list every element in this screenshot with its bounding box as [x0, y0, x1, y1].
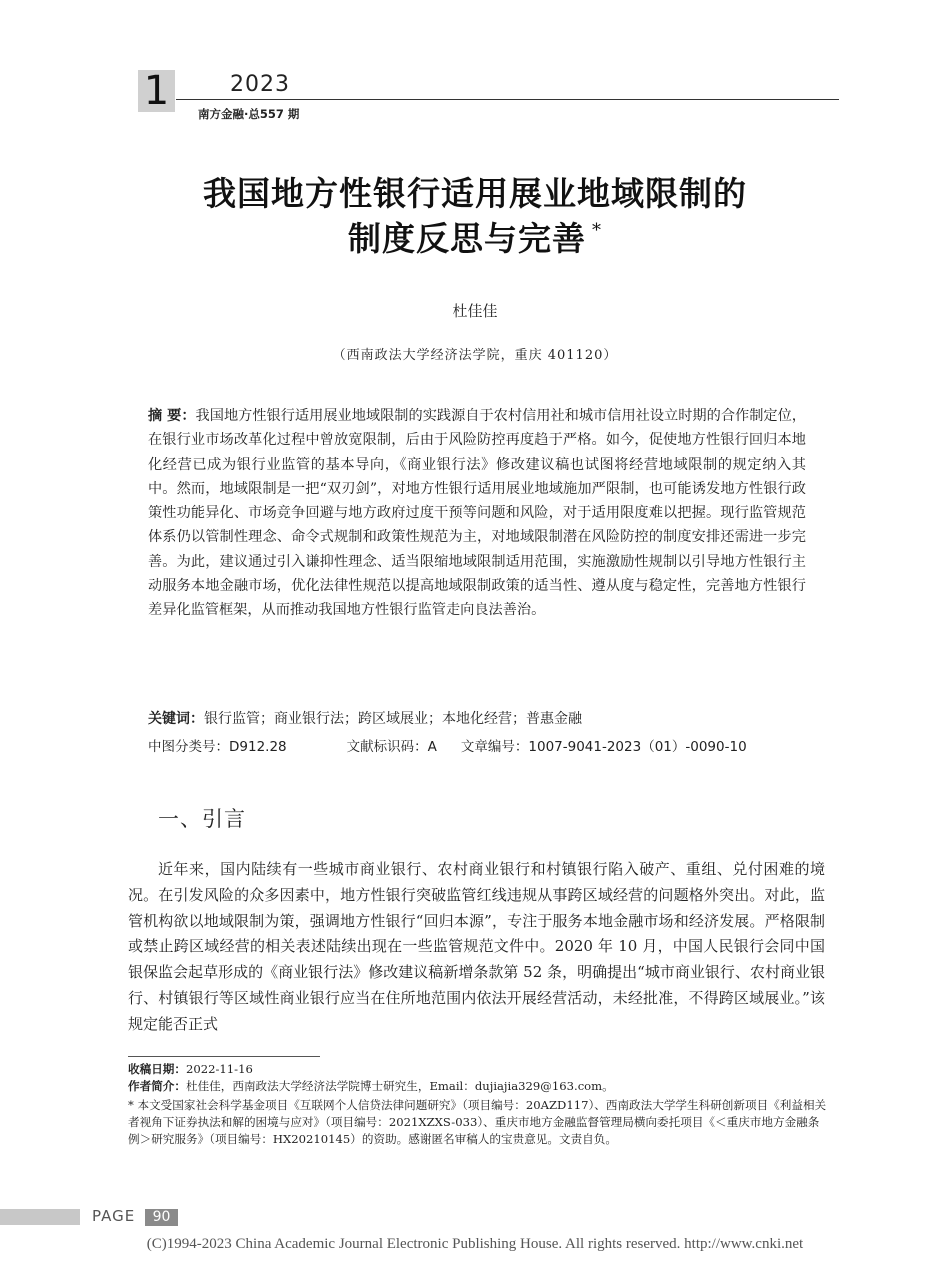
received-value: 2022-11-16 — [185, 1062, 253, 1076]
received-date — [128, 1061, 828, 1078]
issue-year: 2023 — [230, 72, 290, 97]
classification-line — [148, 735, 848, 755]
paper-title-line2 — [60, 213, 890, 260]
keywords-label: 关键词： — [148, 711, 204, 727]
title-footnote-mark: * — [592, 220, 602, 241]
received-label: 收稿日期： — [128, 1062, 186, 1076]
section-heading: 一、引言 — [158, 807, 246, 831]
article-number: 文章编号：1007-9041-2023（01）-0090-10 — [460, 739, 747, 755]
page-label: PAGE — [92, 1207, 136, 1225]
abstract — [148, 404, 806, 623]
header-rule — [176, 99, 839, 100]
issue-number: 1 — [138, 70, 175, 112]
journal-name: 南方金融·总557 期 — [198, 107, 300, 121]
bio-text: 杜佳佳，西南政法大学经济法学院博士研究生，Email：dujiajia329@163.com。 — [185, 1079, 614, 1093]
document-code: 文献标识码：A — [346, 739, 437, 755]
keywords — [148, 708, 818, 728]
page-number: 90 — [145, 1209, 178, 1226]
author-affiliation: （西南政法大学经济法学院，重庆 401120） — [332, 348, 618, 363]
footnote-rule — [128, 1056, 320, 1057]
funding-note: * 本文受国家社会科学基金项目《互联网个人信贷法律问题研究》（项目编号：20AZD117）、西南政法大学学生科研创新项目《利益相关者视角下证券执法和解的困境与应对》（项目编号：2021XZXS-033）、重庆市地方金融监督管理局横向委托项目《＜重庆市地方金融条例＞研究服务》（项目编号：HX20210145）的资助。感谢匿名审稿人的宝贵意见。文责自负。 — [128, 1098, 827, 1146]
keywords-text: 银行监管；商业银行法；跨区域展业；本地化经营；普惠金融 — [204, 711, 582, 727]
abstract-label: 摘 要： — [148, 408, 196, 424]
page-bar — [0, 1209, 80, 1225]
author-bio — [128, 1078, 828, 1095]
copyright-line: (C)1994-2023 China Academic Journal Electronic Publishing House. All rights reserved. http://www.cnki.net — [146, 1236, 804, 1252]
paper-title-line2-text: 制度反思与完善 — [348, 219, 586, 258]
clc-number: 中图分类号：D912.28 — [148, 739, 287, 755]
body-paragraph: 近年来，国内陆续有一些城市商业银行、农村商业银行和村镇银行陷入破产、重组、兑付困难的境况。在引发风险的众多因素中，地方性银行突破监管红线违规从事跨区域经营的问题格外突出。对此，监管机构欲以地域限制为策，强调地方性银行“回归本源”，专注于服务本地金融市场和经济发展。严格限制或禁止跨区域经营的相关表述陆续出现在一些监管规范文件中。2020 年 10 月，中国人民银行会同中国银保监会起草形成的《商业银行法》修改建议稿新增条款第 52 条，明确提出“城市商业银行、农村商业银行、村镇银行等区域性商业银行应当在住所地范围内依法开展经营活动，未经批准，不得跨区域展业。”该规定能否正式 — [128, 860, 825, 1033]
bio-label: 作者简介： — [128, 1079, 186, 1093]
paper-title-line1: 我国地方性银行适用展业地域限制的 — [203, 174, 747, 213]
author-name: 杜佳佳 — [452, 302, 498, 320]
abstract-text: 我国地方性银行适用展业地域限制的实践源自于农村信用社和城市信用社设立时期的合作制定位，在银行业市场改革化过程中曾放宽限制，后由于风险防控再度趋于严格。如今，促使地方性银行回归本地化经营已成为银行业监管的基本导向，《商业银行法》修改建议稿也试图将经营地域限制的规定纳入其中。然而，地域限制是一把“双刃剑”，对地方性银行适用展业地域施加严限制，也可能诱发地方性银行政策性功能异化、市场竞争回避与地方政府过度干预等问题和风险，对于适用限度难以把握。现行监管规范体系仍以管制性理念、命令式规制和政策性规范为主，对地域限制潜在风险防控的制度安排还需进一步完善。为此，建议通过引入谦抑性理念、适当限缩地域限制适用范围，实施激励性规制以引导地方性银行主动服务本地金融市场，优化法律性规范以提高地域限制政策的适当性、遵从度与稳定性，完善地方性银行差异化监管框架，从而推动我国地方性银行监管走向良法善治。 — [148, 408, 806, 619]
